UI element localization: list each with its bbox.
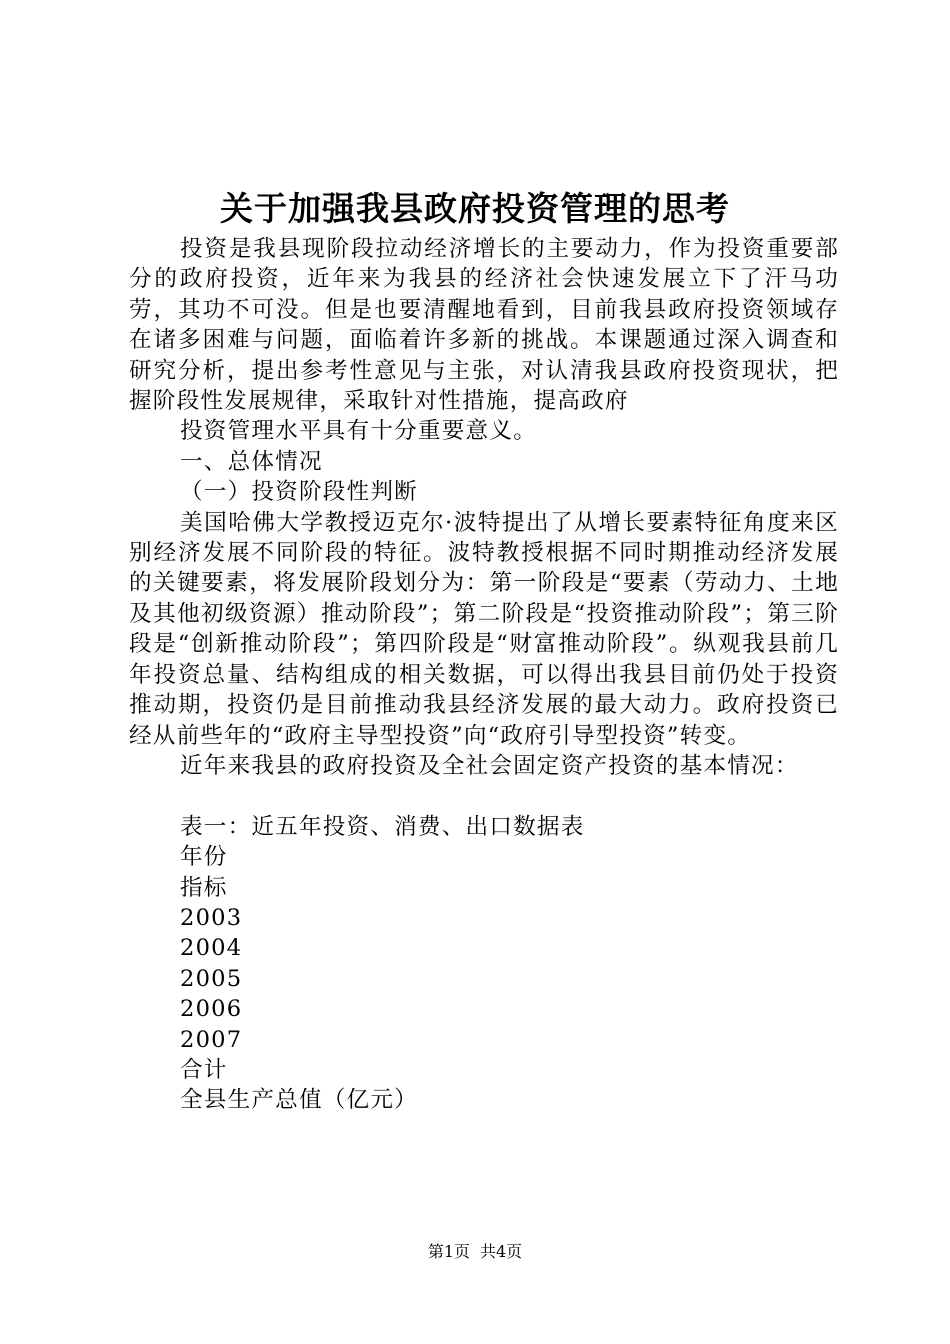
table-year-2005: 2005 <box>180 965 243 992</box>
table-header-year: 年份 <box>180 844 228 871</box>
paragraph-basic-situation: 近年来我县的政府投资及全社会固定资产投资的基本情况： <box>180 752 799 779</box>
table-header-indicator: 指标 <box>180 874 228 901</box>
paragraph-porter-theory: 美国哈佛大学教授迈克尔·波特提出了从增长要素特征角度来区别经济发展不同阶段的特征。波特教授根据不同时期推动经济发展的关键要素，将发展阶段划分为：第一阶段是“要素（劳动力、土地及其他初级资源）推动阶段”；第二阶段是“投资推动阶段”；第三阶段是“创新推动阶段”；第四阶段是“财富推动阶段”。纵观我县前几年投资总量、结构组成的相关数据，可以得出我县目前仍处于投资推动期，投资仍是目前推动我县经济发展的最大动力。政府投资已经从前些年的“政府主导型投资”向“政府引导型投资”转变。 <box>129 509 839 749</box>
paragraph-intro-continued: 投资管理水平具有十分重要意义。 <box>180 418 537 445</box>
table-row-label-gdp: 全县生产总值（亿元） <box>180 1087 418 1114</box>
table-caption: 表一：近五年投资、消费、出口数据表 <box>180 813 585 840</box>
table-year-2006: 2006 <box>180 996 243 1023</box>
section-heading-overview: 一、总体情况 <box>180 448 323 475</box>
document-title: 关于加强我县政府投资管理的思考 <box>220 189 730 228</box>
page-footer <box>0 1240 950 1264</box>
blank-line <box>129 781 839 811</box>
page-count: 共4页 <box>480 1242 523 1261</box>
table-year-2007: 2007 <box>180 1026 243 1053</box>
table-year-2004: 2004 <box>180 935 243 962</box>
subsection-heading-investment-stage: （一）投资阶段性判断 <box>180 479 418 506</box>
paragraph-intro: 投资是我县现阶段拉动经济增长的主要动力，作为投资重要部分的政府投资，近年来为我县的经济社会快速发展立下了汗马功劳，其功不可没。但是也要清醒地看到，目前我县政府投资领域存在诸多困难与问题，面临着许多新的挑战。本课题通过深入调查和研究分析，提出参考性意见与主张，对认清我县政府投资现状，把握阶段性发展规律，采取针对性措施，提高政府 <box>129 236 839 415</box>
page-number: 第1页 <box>427 1242 470 1261</box>
table-total: 合计 <box>180 1056 228 1083</box>
table-year-2003: 2003 <box>180 904 243 931</box>
document-body <box>129 234 839 1116</box>
